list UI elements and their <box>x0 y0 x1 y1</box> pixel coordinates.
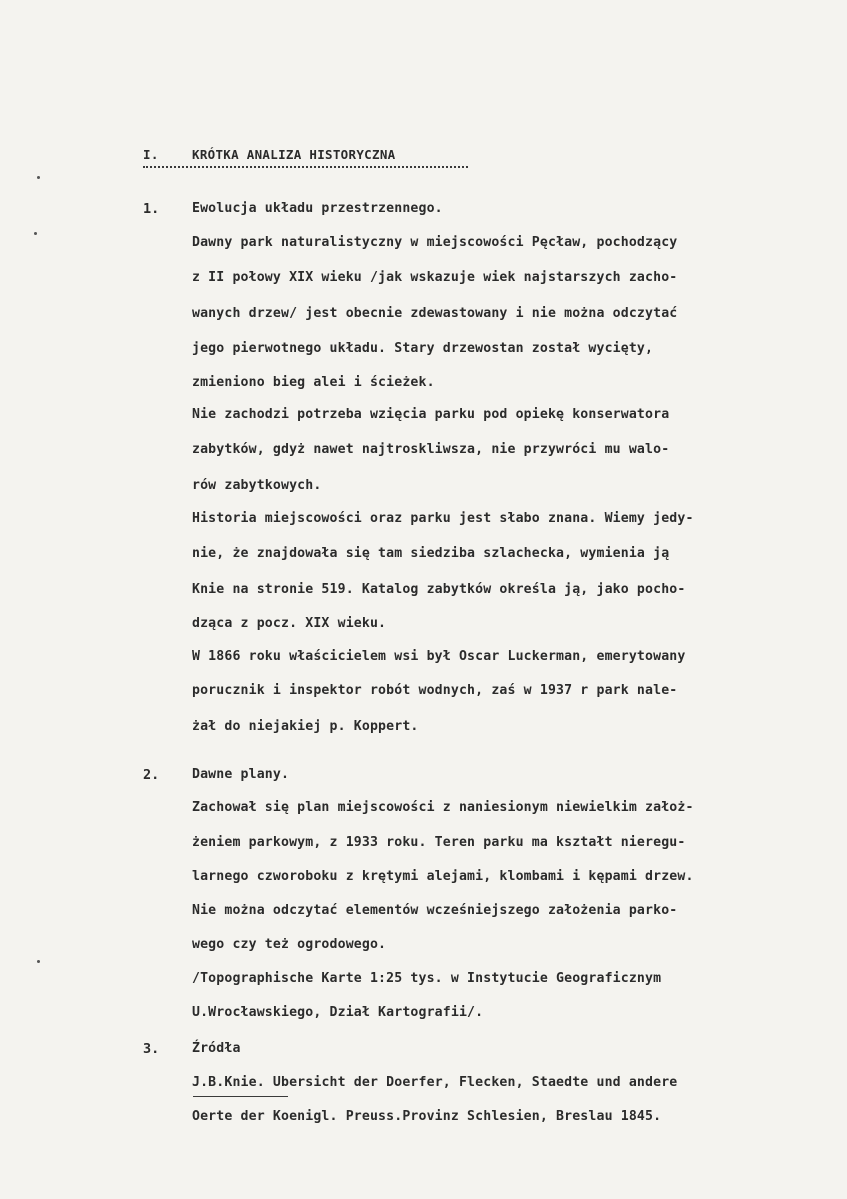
text-line: Historia miejscowości oraz parku jest słabo znana. Wiemy jedy- <box>192 511 694 526</box>
margin-dot <box>37 960 40 963</box>
text-line: W 1866 roku właścicielem wsi był Oscar Luckerman, emerytowany <box>192 649 686 664</box>
text-line: larnego czworoboku z krętymi alejami, klombami i kępami drzew. <box>192 869 694 884</box>
text-line: Zachował się plan miejscowości z naniesionym niewielkim założ- <box>192 800 694 815</box>
text-line: Knie na stronie 519. Katalog zabytków określa ją, jako pocho- <box>192 582 686 597</box>
margin-dot <box>37 176 40 179</box>
source-title: Ubersicht der Doerfer, Flecken, Staedte und andere <box>264 1075 678 1090</box>
text-line: wanych drzew/ jest obecnie zdewastowany i nie można odczytać <box>192 306 678 321</box>
section-title: Ewolucja układu przestrzennego. <box>192 201 443 216</box>
text-line: rów zabytkowych. <box>192 478 322 493</box>
text-line: Dawny park naturalistyczny w miejscowości Pęcław, pochodzący <box>192 235 678 250</box>
text-line: nie, że znajdowała się tam siedziba szlachecka, wymienia ją <box>192 546 670 561</box>
chapter-title: KRÓTKA ANALIZA HISTORYCZNA <box>192 147 396 162</box>
text-line: z II połowy XIX wieku /jak wskazuje wiek najstarszych zacho- <box>192 270 678 285</box>
source-author: J.B.Knie. <box>192 1075 265 1090</box>
text-line: Nie można odczytać elementów wcześniejszego założenia parko- <box>192 903 678 918</box>
text-line: U.Wrocławskiego, Dział Kartografii/. <box>192 1005 484 1020</box>
source-citation-line: Oerte der Koenigl. Preuss.Provinz Schlesien, Breslau 1845. <box>192 1109 662 1124</box>
section-number: 1. <box>143 201 160 217</box>
text-line: dząca z pocz. XIX wieku. <box>192 616 387 631</box>
text-line: jego pierwotnego układu. Stary drzewostan został wycięty, <box>192 341 654 356</box>
section-number: 2. <box>143 767 160 783</box>
margin-dot <box>34 232 37 235</box>
text-line: zabytków, gdyż nawet najtroskliwsza, nie przywróci mu walo- <box>192 442 670 457</box>
text-line: zmieniono bieg alei i ścieżek. <box>192 375 435 390</box>
text-line: porucznik i inspektor robót wodnych, zaś w 1937 r park nale- <box>192 683 678 698</box>
text-line: /Topographische Karte 1:25 tys. w Instytucie Geograficznym <box>192 971 662 986</box>
chapter-number: I. <box>143 147 159 162</box>
text-line: wego czy też ogrodowego. <box>192 937 387 952</box>
text-line: żeniem parkowym, z 1933 roku. Teren parku ma kształt nieregu- <box>192 835 686 850</box>
title-underline <box>143 166 468 168</box>
source-citation-line <box>192 1074 677 1092</box>
author-underline <box>193 1096 288 1097</box>
section-title: Źródła <box>192 1041 241 1056</box>
text-line: żał do niejakiej p. Koppert. <box>192 719 419 734</box>
section-number: 3. <box>143 1041 160 1057</box>
text-line: Nie zachodzi potrzeba wzięcia parku pod opiekę konserwatora <box>192 407 670 422</box>
section-title: Dawne plany. <box>192 767 290 782</box>
